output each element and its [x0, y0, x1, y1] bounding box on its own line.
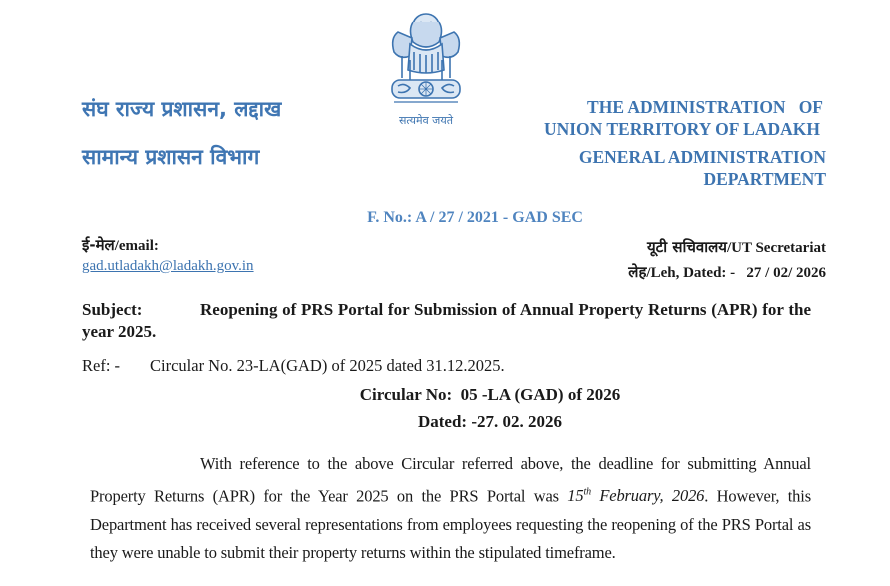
deadline-date — [567, 486, 704, 505]
emblem-motto: सत्यमेव जयते — [398, 114, 453, 127]
deadline-day: 15 — [567, 486, 584, 505]
email-label-english: /email: — [114, 238, 159, 254]
hindi-department-heading: सामान्य प्रशासन विभाग — [82, 145, 260, 169]
subject — [82, 299, 811, 343]
state-emblem-of-india-icon — [380, 8, 472, 112]
email-label — [82, 235, 159, 255]
english-heading-line1: THE ADMINISTRATION OF — [587, 97, 823, 117]
subject-text: Reopening of PRS Portal for Submission of Annual Property Returns (APR) for the year 2025. — [82, 300, 811, 341]
english-territory-heading: UNION TERRITORY OF LADAKH — [543, 119, 820, 139]
body-text-before: With reference to the above Circular referred above, the deadline for submitting Annual Property Returns (APR) for the Year 2025 on the PRS Portal was — [90, 454, 811, 505]
office-address — [628, 235, 826, 285]
place-date-line — [628, 260, 826, 285]
reference-label: Ref: - — [82, 356, 121, 375]
secretariat-line — [628, 235, 826, 260]
circular-number: Circular No: 05 -LA (GAD) of 2026 — [359, 385, 621, 404]
email-address-link[interactable]: gad.utladakh@ladakh.gov.in — [82, 258, 254, 274]
reference-text: Circular No. 23-LA(GAD) of 2025 dated 31.12.2025. — [150, 356, 505, 375]
subject-label: Subject: — [82, 300, 143, 319]
reference — [82, 356, 505, 376]
body-text-after: . However, this Department has received several representations from employees requesting the reopening of the PRS Portal as they were unable to submit their property returns within the stipulated timeframe. — [90, 486, 811, 562]
english-department-heading-line2: DEPARTMENT — [703, 169, 826, 189]
deadline-suffix: th — [583, 486, 591, 498]
file-number: F. No.: A / 27 / 2021 - GAD SEC — [367, 209, 583, 226]
email-label-hindi: ई-मेल — [82, 236, 115, 254]
hindi-administration-heading: संघ राज्य प्रशासन, लद्दाख — [82, 97, 282, 121]
deadline-month-year: February, 2026 — [590, 486, 705, 505]
place-hindi: लेह — [628, 263, 647, 281]
secretariat-english: /UT Secretariat — [726, 240, 826, 256]
place-date-english: /Leh, Dated: - 27 / 02/ 2026 — [646, 265, 826, 281]
secretariat-hindi: यूटी सचिवालय — [646, 238, 727, 256]
body-paragraph — [90, 450, 811, 568]
circular-date: Dated: -27. 02. 2026 — [417, 412, 562, 431]
english-department-heading-line1: GENERAL ADMINISTRATION — [578, 147, 826, 167]
english-administration-heading — [587, 96, 823, 118]
